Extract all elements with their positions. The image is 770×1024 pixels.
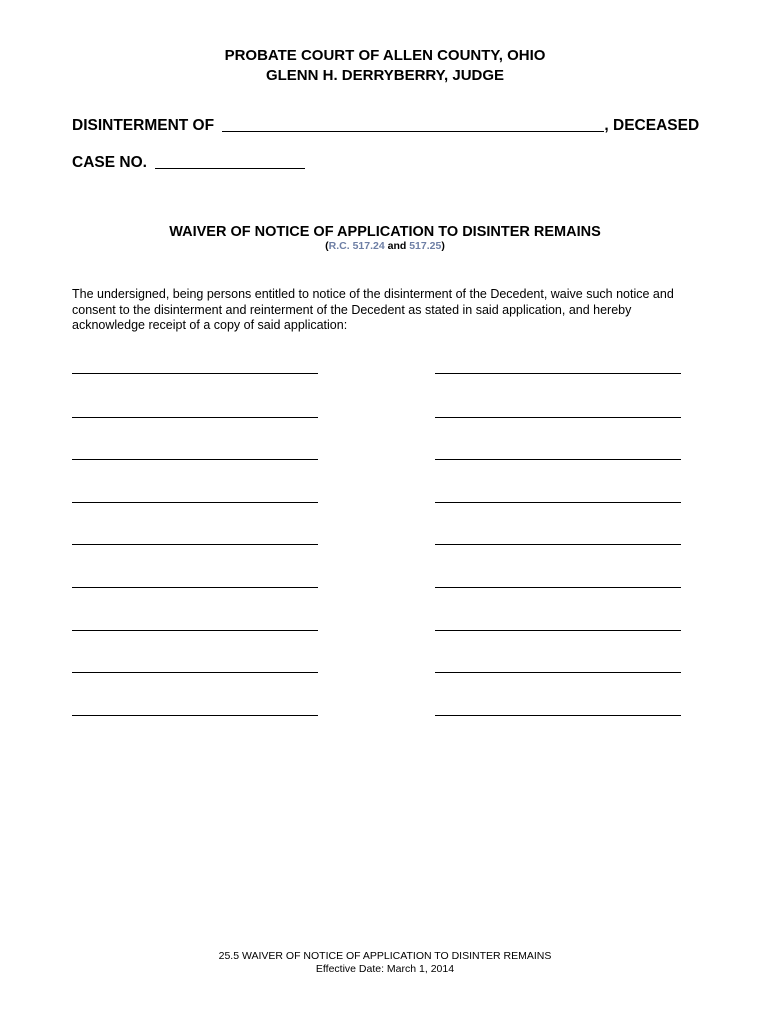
deceased-label: , DECEASED — [604, 117, 700, 134]
footer-effective-date: Effective Date: March 1, 2014 — [315, 963, 455, 975]
disinterment-row — [72, 117, 699, 135]
waiver-paragraph: The undersigned, being persons entitled to notice of the disinterment of the Decedent, waive such notice and consent to the disinterment and reinterment of the Decedent as stated in said application, and hereby acknowledge receipt of a copy of said application: — [72, 287, 674, 332]
court-header — [0, 46, 770, 86]
signature-line[interactable] — [435, 672, 681, 673]
signature-line[interactable] — [435, 587, 681, 588]
signature-line[interactable] — [72, 715, 318, 716]
cite-close: ) — [441, 240, 445, 252]
case-label: CASE NO. — [72, 154, 147, 171]
signature-line[interactable] — [435, 544, 681, 545]
signature-line[interactable] — [435, 373, 681, 374]
court-name: PROBATE COURT OF ALLEN COUNTY, OHIO — [224, 47, 546, 64]
case-number-field[interactable] — [155, 168, 305, 169]
cite-open: ( — [325, 240, 329, 252]
statute-link-517-24[interactable]: R.C. 517.24 — [328, 240, 385, 252]
form-title: WAIVER OF NOTICE OF APPLICATION TO DISINTER REMAINS — [169, 224, 601, 240]
disinterment-label: DISINTERMENT OF — [72, 117, 215, 134]
signature-line[interactable] — [72, 672, 318, 673]
signature-line[interactable] — [72, 544, 318, 545]
signature-line[interactable] — [72, 459, 318, 460]
signature-line[interactable] — [435, 630, 681, 631]
signature-line[interactable] — [72, 502, 318, 503]
judge-name: GLENN H. DERRYBERRY, JUDGE — [265, 67, 505, 84]
signature-line[interactable] — [435, 459, 681, 460]
signature-line[interactable] — [72, 373, 318, 374]
case-row — [72, 154, 305, 172]
page-footer — [0, 950, 770, 976]
statute-link-517-25[interactable]: 517.25 — [409, 240, 442, 252]
decedent-name-field[interactable] — [222, 131, 604, 132]
signature-line[interactable] — [435, 715, 681, 716]
signature-line[interactable] — [72, 587, 318, 588]
cite-and: and — [384, 240, 410, 252]
signature-line[interactable] — [72, 630, 318, 631]
signature-line[interactable] — [435, 417, 681, 418]
signature-line[interactable] — [435, 502, 681, 503]
footer-form-title: 25.5 WAIVER OF NOTICE OF APPLICATION TO DISINTER REMAINS — [218, 950, 552, 962]
statute-citation — [0, 240, 770, 252]
signature-line[interactable] — [72, 417, 318, 418]
